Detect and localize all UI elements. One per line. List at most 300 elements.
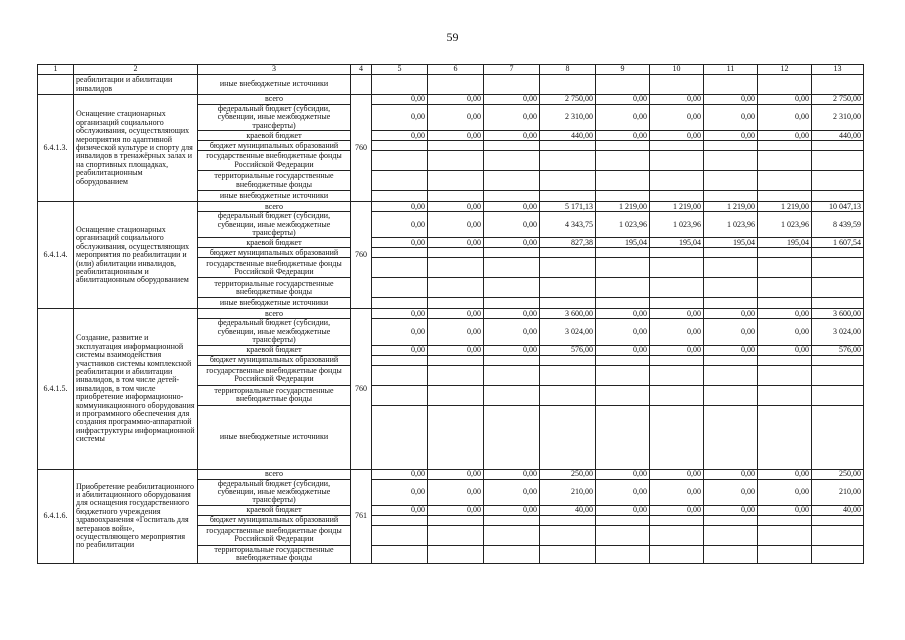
value-cell: 3 024,00 [540, 319, 596, 345]
value-cell: 0,00 [650, 345, 704, 355]
measure-description: Оснащение стационарных организаций социального обслуживания, осуществляющих мероприятия по реабилитации и (или) абилитации инвалидов, реабилитационным и абилитационным оборудованием [74, 202, 198, 309]
value-cell [812, 171, 864, 191]
value-cell: 0,00 [596, 469, 650, 479]
value-cell [428, 141, 484, 151]
column-header: 8 [540, 65, 596, 75]
source-label: бюджет муниципальных образований [198, 248, 351, 258]
value-cell: 0,00 [596, 95, 650, 105]
value-cell: 5 171,13 [540, 202, 596, 212]
value-cell [428, 171, 484, 191]
value-cell [812, 248, 864, 258]
value-cell [596, 248, 650, 258]
value-cell [540, 278, 596, 298]
value-cell [372, 525, 428, 545]
value-cell: 0,00 [372, 479, 428, 505]
value-cell [650, 171, 704, 191]
value-cell [484, 405, 540, 469]
value-cell: 2 750,00 [540, 95, 596, 105]
value-cell [758, 191, 812, 202]
value-cell: 0,00 [650, 319, 704, 345]
value-cell: 0,00 [484, 238, 540, 248]
value-cell [372, 191, 428, 202]
value-cell [758, 248, 812, 258]
value-cell: 3 600,00 [540, 309, 596, 319]
value-cell [596, 355, 650, 365]
source-label: всего [198, 469, 351, 479]
source-label: краевой бюджет [198, 238, 351, 248]
value-cell: 0,00 [484, 105, 540, 131]
value-cell: 0,00 [596, 505, 650, 515]
source-label: бюджет муниципальных образований [198, 515, 351, 525]
value-cell: 0,00 [428, 505, 484, 515]
value-cell [704, 278, 758, 298]
value-cell [704, 405, 758, 469]
value-cell [650, 298, 704, 309]
value-cell: 1 219,00 [704, 202, 758, 212]
value-cell [540, 141, 596, 151]
measure-code: 6.4.1.4. [38, 202, 74, 309]
value-cell: 195,04 [650, 238, 704, 248]
value-cell [758, 355, 812, 365]
value-cell: 8 439,59 [812, 212, 864, 238]
value-cell [758, 258, 812, 278]
value-cell [540, 191, 596, 202]
value-cell: 0,00 [484, 131, 540, 141]
value-cell [428, 525, 484, 545]
value-cell [758, 385, 812, 405]
value-cell: 3 024,00 [812, 319, 864, 345]
value-cell [758, 278, 812, 298]
value-cell: 0,00 [484, 469, 540, 479]
value-cell [812, 365, 864, 385]
value-cell [704, 385, 758, 405]
measure-code: 6.4.1.5. [38, 309, 74, 469]
value-cell [540, 248, 596, 258]
value-cell: 0,00 [372, 505, 428, 515]
value-cell: 0,00 [428, 319, 484, 345]
value-cell [428, 191, 484, 202]
continuation-row [38, 75, 864, 95]
value-cell: 1 219,00 [758, 202, 812, 212]
value-cell [484, 171, 540, 191]
value-cell: 1 023,96 [650, 212, 704, 238]
value-cell [704, 191, 758, 202]
value-cell [428, 278, 484, 298]
value-cell: 0,00 [484, 309, 540, 319]
ministry-code: 760 [351, 95, 372, 202]
value-cell: 210,00 [540, 479, 596, 505]
value-cell [372, 151, 428, 171]
value-cell: 1 607,54 [812, 238, 864, 248]
value-cell [372, 248, 428, 258]
source-label: государственные внебюджетные фонды Российской Федерации [198, 365, 351, 385]
value-cell: 0,00 [650, 95, 704, 105]
source-label: иные внебюджетные источники [198, 298, 351, 309]
source-label: федеральный бюджет (субсидии, субвенции, иные межбюджетные трансферты) [198, 212, 351, 238]
value-cell: 1 023,96 [704, 212, 758, 238]
value-cell: 0,00 [484, 95, 540, 105]
value-cell [596, 405, 650, 469]
ministry-code: 761 [351, 469, 372, 563]
value-cell: 0,00 [758, 469, 812, 479]
source-label: всего [198, 202, 351, 212]
value-cell [650, 515, 704, 525]
measure-code: 6.4.1.6. [38, 469, 74, 563]
header-row [38, 65, 864, 75]
value-cell: 0,00 [758, 95, 812, 105]
value-cell [596, 298, 650, 309]
value-cell: 0,00 [596, 479, 650, 505]
value-cell: 0,00 [704, 105, 758, 131]
value-cell [758, 405, 812, 469]
value-cell [812, 525, 864, 545]
value-cell: 0,00 [372, 95, 428, 105]
value-cell: 576,00 [812, 345, 864, 355]
value-cell: 0,00 [596, 345, 650, 355]
column-header: 2 [74, 65, 198, 75]
value-cell [372, 385, 428, 405]
value-cell [372, 141, 428, 151]
value-cell: 0,00 [704, 345, 758, 355]
value-cell [428, 405, 484, 469]
column-header: 12 [758, 65, 812, 75]
value-cell [484, 258, 540, 278]
ministry-code: 760 [351, 309, 372, 469]
source-label: государственные внебюджетные фонды Российской Федерации [198, 258, 351, 278]
value-cell: 440,00 [812, 131, 864, 141]
source-label: всего [198, 95, 351, 105]
value-cell: 0,00 [704, 309, 758, 319]
value-cell: 0,00 [758, 105, 812, 131]
measure-description: Оснащение стационарных организаций социального обслуживания, осуществляющих мероприятия по адаптивной физической культуре и спорту для инвалидов в тренажёрных залах и на спортивных площадках, реабилитационным оборудованием [74, 95, 198, 202]
column-header: 13 [812, 65, 864, 75]
value-cell [540, 171, 596, 191]
value-cell [428, 298, 484, 309]
value-cell [758, 171, 812, 191]
value-cell [704, 515, 758, 525]
value-cell: 0,00 [758, 479, 812, 505]
value-cell [484, 248, 540, 258]
column-header: 7 [484, 65, 540, 75]
value-cell [812, 141, 864, 151]
value-cell: 0,00 [428, 309, 484, 319]
value-cell: 0,00 [372, 309, 428, 319]
value-cell: 0,00 [596, 131, 650, 141]
value-cell: 0,00 [428, 469, 484, 479]
value-cell [428, 545, 484, 563]
value-cell [596, 278, 650, 298]
column-header: 6 [428, 65, 484, 75]
value-cell [650, 385, 704, 405]
value-cell [812, 298, 864, 309]
value-cell [484, 515, 540, 525]
value-cell [428, 258, 484, 278]
value-cell [704, 141, 758, 151]
source-label: иные внебюджетные источники [198, 191, 351, 202]
value-cell: 0,00 [650, 469, 704, 479]
value-cell [812, 355, 864, 365]
value-cell: 0,00 [428, 105, 484, 131]
value-cell [758, 151, 812, 171]
value-cell [704, 545, 758, 563]
value-cell: 0,00 [758, 505, 812, 515]
value-cell: 0,00 [704, 505, 758, 515]
measure-description: Создание, развитие и эксплуатация информационной системы взаимодействия участников системы комплексной реабилитации и абилитации инвалидов, в том числе детей-инвалидов, в том числе приобретение информационно-коммуникационного оборудования и программного обеспечения для создания программно-аппаратной инфраструктуры информационной системы [74, 309, 198, 469]
value-cell: 2 310,00 [812, 105, 864, 131]
value-cell [372, 365, 428, 385]
value-cell [596, 385, 650, 405]
value-cell [484, 278, 540, 298]
value-cell: 440,00 [540, 131, 596, 141]
value-cell [812, 258, 864, 278]
value-cell [812, 405, 864, 469]
source-label: территориальные государственные внебюджетные фонды [198, 385, 351, 405]
value-cell [704, 355, 758, 365]
value-cell: 0,00 [372, 212, 428, 238]
value-cell [372, 258, 428, 278]
value-cell [372, 171, 428, 191]
value-cell: 0,00 [428, 238, 484, 248]
value-cell: 0,00 [704, 95, 758, 105]
value-cell [540, 365, 596, 385]
value-cell [812, 278, 864, 298]
value-cell [372, 298, 428, 309]
value-cell [596, 141, 650, 151]
value-cell [650, 278, 704, 298]
value-cell [758, 515, 812, 525]
value-cell [372, 405, 428, 469]
source-label: всего [198, 309, 351, 319]
value-cell [650, 545, 704, 563]
source-label: краевой бюджет [198, 505, 351, 515]
source-label: государственные внебюджетные фонды Российской Федерации [198, 525, 351, 545]
value-cell: 0,00 [704, 469, 758, 479]
value-cell [540, 258, 596, 278]
table-row [38, 202, 864, 212]
value-cell [540, 355, 596, 365]
source-label: территориальные государственные внебюджетные фонды [198, 278, 351, 298]
value-cell [650, 258, 704, 278]
value-cell [812, 515, 864, 525]
value-cell: 3 600,00 [812, 309, 864, 319]
value-cell: 0,00 [484, 202, 540, 212]
code-cell [38, 75, 74, 95]
source-label: федеральный бюджет (субсидии, субвенции, иные межбюджетные трансферты) [198, 105, 351, 131]
value-cell: 1 219,00 [596, 202, 650, 212]
value-cell: 0,00 [372, 131, 428, 141]
value-cell [428, 515, 484, 525]
value-cell [540, 545, 596, 563]
value-cell: 195,04 [596, 238, 650, 248]
value-cell: 576,00 [540, 345, 596, 355]
value-cell: 1 219,00 [650, 202, 704, 212]
page-number: 59 [446, 30, 459, 44]
value-cell: 0,00 [428, 202, 484, 212]
value-cell: 0,00 [758, 345, 812, 355]
value-cell [812, 151, 864, 171]
value-cell: 0,00 [704, 319, 758, 345]
value-cell: 0,00 [704, 479, 758, 505]
ministry-code: 760 [351, 202, 372, 309]
source-label: территориальные государственные внебюджетные фонды [198, 545, 351, 563]
column-header: 11 [704, 65, 758, 75]
value-cell: 0,00 [758, 309, 812, 319]
value-cell: 0,00 [704, 131, 758, 141]
value-cell [758, 545, 812, 563]
value-cell [596, 151, 650, 171]
value-cell [596, 515, 650, 525]
value-cell: 1 023,96 [596, 212, 650, 238]
value-cell: 250,00 [540, 469, 596, 479]
value-cell [758, 525, 812, 545]
source-label: краевой бюджет [198, 345, 351, 355]
value-cell [650, 365, 704, 385]
value-cell: 0,00 [428, 212, 484, 238]
table-row [38, 469, 864, 479]
value-cell [372, 355, 428, 365]
value-cell [484, 365, 540, 385]
value-cell [812, 385, 864, 405]
table-row [38, 309, 864, 319]
source-label: бюджет муниципальных образований [198, 355, 351, 365]
source-label: территориальные государственные внебюджетные фонды [198, 171, 351, 191]
value-cell [704, 151, 758, 171]
value-cell: 0,00 [428, 479, 484, 505]
value-cell [704, 525, 758, 545]
value-cell: 0,00 [758, 131, 812, 141]
value-cell [484, 151, 540, 171]
value-cell: 0,00 [484, 319, 540, 345]
value-cell [596, 171, 650, 191]
value-cell: 4 343,75 [540, 212, 596, 238]
source-label: федеральный бюджет (субсидии, субвенции, иные межбюджетные трансферты) [198, 319, 351, 345]
value-cell [704, 171, 758, 191]
value-cell: 40,00 [540, 505, 596, 515]
value-cell: 0,00 [428, 345, 484, 355]
measure-description: Приобретение реабилитационного и абилитационного оборудования для оснащения государственного бюджетного учреждения здравоохранения «Госпиталь для ветеранов войн», осуществляющего мероприятия по реабилитации [74, 469, 198, 563]
value-cell [484, 191, 540, 202]
value-cell [596, 258, 650, 278]
value-cell: 0,00 [650, 309, 704, 319]
value-cell [812, 545, 864, 563]
value-cell: 0,00 [650, 505, 704, 515]
value-cell [428, 151, 484, 171]
value-cell: 250,00 [812, 469, 864, 479]
value-cell [484, 298, 540, 309]
value-cell [596, 545, 650, 563]
value-cell: 195,04 [704, 238, 758, 248]
value-cell [540, 298, 596, 309]
value-cell [758, 365, 812, 385]
value-cell [540, 525, 596, 545]
value-cell [704, 365, 758, 385]
value-cell [484, 545, 540, 563]
value-cell [704, 258, 758, 278]
source-label: иные внебюджетные источники [198, 405, 351, 469]
column-header: 10 [650, 65, 704, 75]
source-label: бюджет муниципальных образований [198, 141, 351, 151]
value-cell: 0,00 [596, 105, 650, 131]
value-cell: 0,00 [650, 479, 704, 505]
value-cell: 0,00 [484, 479, 540, 505]
value-cell [596, 525, 650, 545]
measure-description: реабилитации и абилитации инвалидов [74, 75, 198, 95]
value-cell [650, 355, 704, 365]
value-cell [428, 248, 484, 258]
source-label: иные внебюджетные источники [198, 75, 351, 95]
measure-code: 6.4.1.3. [38, 95, 74, 202]
value-cell: 2 310,00 [540, 105, 596, 131]
value-cell: 0,00 [372, 238, 428, 248]
value-cell [704, 248, 758, 258]
source-label: государственные внебюджетные фонды Российской Федерации [198, 151, 351, 171]
value-cell: 0,00 [428, 95, 484, 105]
value-cell [540, 405, 596, 469]
value-cell [428, 365, 484, 385]
value-cell: 2 750,00 [812, 95, 864, 105]
value-cell [372, 515, 428, 525]
value-cell: 0,00 [372, 105, 428, 131]
value-cell: 827,38 [540, 238, 596, 248]
value-cell [484, 355, 540, 365]
value-cell: 195,04 [758, 238, 812, 248]
value-cell: 0,00 [484, 345, 540, 355]
value-cell: 0,00 [372, 345, 428, 355]
value-cell: 0,00 [372, 469, 428, 479]
value-cell [704, 298, 758, 309]
value-cell: 0,00 [428, 131, 484, 141]
value-cell: 0,00 [650, 131, 704, 141]
column-header: 1 [38, 65, 74, 75]
value-cell [540, 151, 596, 171]
value-cell: 0,00 [596, 319, 650, 345]
value-cell: 0,00 [484, 212, 540, 238]
value-cell: 0,00 [596, 309, 650, 319]
value-cell [372, 278, 428, 298]
value-cell [650, 141, 704, 151]
value-cell: 40,00 [812, 505, 864, 515]
value-cell: 210,00 [812, 479, 864, 505]
value-cell [596, 191, 650, 202]
source-label: краевой бюджет [198, 131, 351, 141]
value-cell [484, 525, 540, 545]
value-cell [758, 298, 812, 309]
value-cell [812, 191, 864, 202]
value-cell: 0,00 [650, 105, 704, 131]
value-cell [650, 525, 704, 545]
value-cell [650, 405, 704, 469]
column-header: 3 [198, 65, 351, 75]
value-cell [758, 141, 812, 151]
value-cell: 0,00 [372, 202, 428, 212]
value-cell: 0,00 [758, 319, 812, 345]
value-cell [650, 151, 704, 171]
value-cell [540, 515, 596, 525]
value-cell: 0,00 [372, 319, 428, 345]
budget-table [37, 64, 864, 564]
value-cell [484, 141, 540, 151]
source-label: федеральный бюджет (субсидии, субвенции, иные межбюджетные трансферты) [198, 479, 351, 505]
table-row [38, 95, 864, 105]
value-cell: 1 023,96 [758, 212, 812, 238]
value-cell [484, 385, 540, 405]
value-cell [428, 385, 484, 405]
value-cell [372, 545, 428, 563]
column-header: 9 [596, 65, 650, 75]
value-cell [428, 355, 484, 365]
column-header: 4 [351, 65, 372, 75]
column-header: 5 [372, 65, 428, 75]
